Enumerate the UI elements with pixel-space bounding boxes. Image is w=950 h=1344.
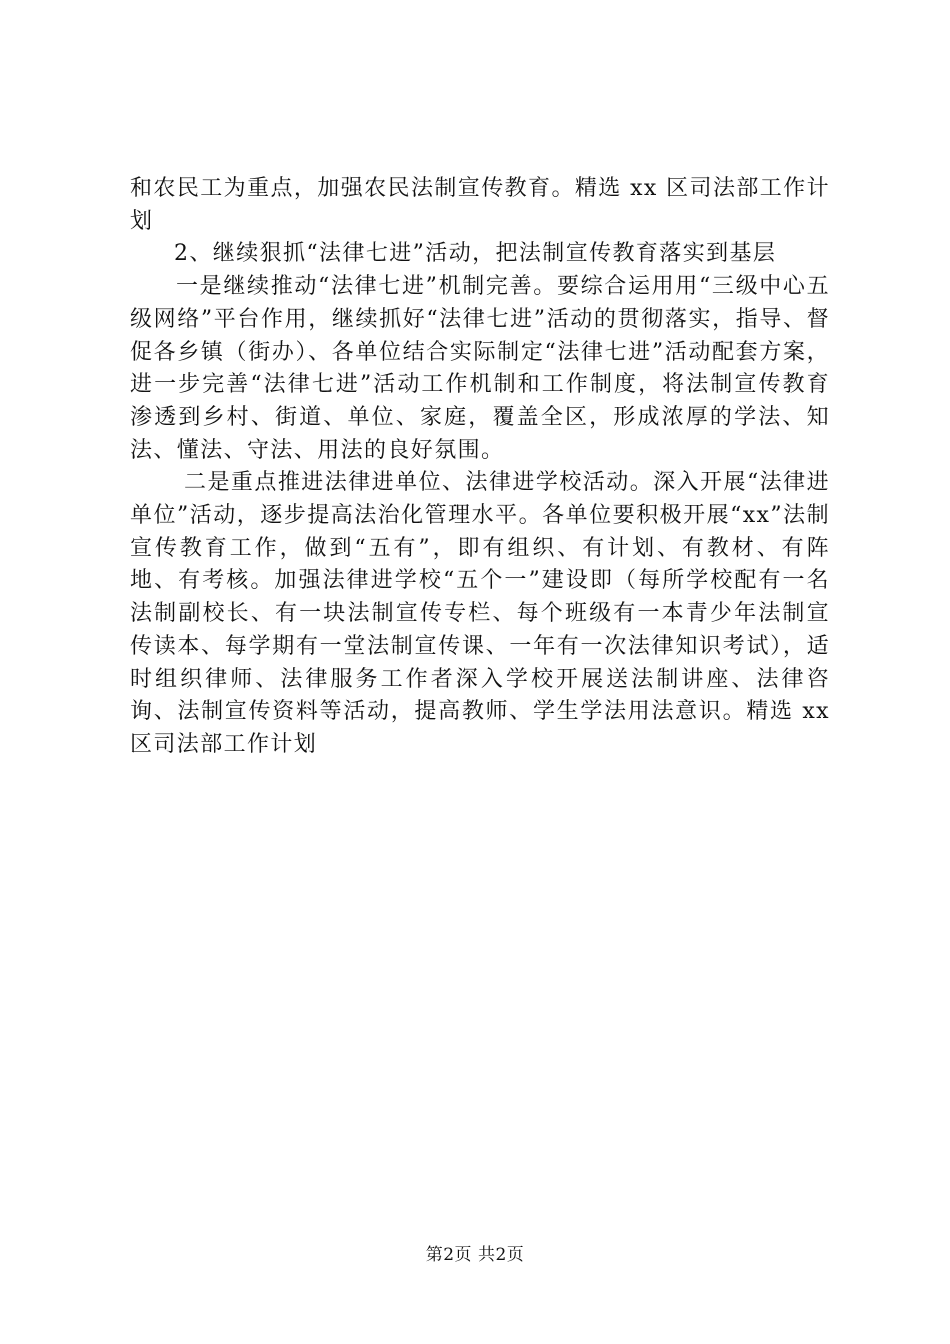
page-number-footer: 第2页 共2页 [425,1245,525,1265]
paragraph-point-two: 二是重点推进法律进单位、法律进学校活动。深入开展“法律进单位”活动，逐步提高法治化管理水平。各单位要积极开展“xx”法制宣传教育工作，做到“五有”，即有组织、有计划、有教材、有阵地、有考核。加强法律进学校“五个一”建设即（每所学校配有一名法制副校长、有一块法制宣传专栏、每个班级有一本青少年法制宣传读本、每学期有一堂法制宣传课、一年有一次法律知识考试），适时组织律师、法律服务工作者深入学校开展送法制讲座、法律咨询、法制宣传资料等活动，提高教师、学生学法用法意识。精选 xx 区司法部工作计划 [130,470,830,757]
paragraph-section-2-heading: 2、继续狠抓“法律七进”活动，把法制宣传教育落实到基层 [174,241,777,267]
document-body [130,173,830,762]
paragraph-point-one: 一是继续推动“法律七进”机制完善。要综合运用用“三级中心五级网络”平台作用，继续抓好“法律七进”活动的贯彻落实，指导、督促各乡镇（街办）、各单位结合实际制定“法律七进”活动配套方案，进一步完善“法律七进”活动工作机制和工作制度，将法制宣传教育渗透到乡村、街道、单位、家庭，覆盖全区，形成浓厚的学法、知法、懂法、守法、用法的良好氛围。 [130,274,830,463]
paragraph-continuation: 和农民工为重点，加强农民法制宣传教育。精选 xx 区司法部工作计划 [130,176,830,234]
